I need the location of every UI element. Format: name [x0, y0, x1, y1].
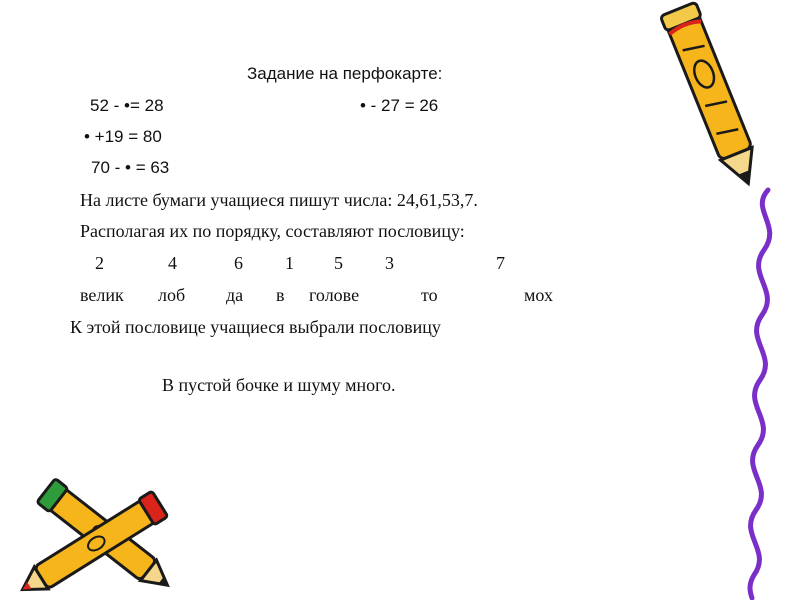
number-cell: 3	[385, 253, 394, 273]
proverb-text: В пустой бочке и шуму много.	[162, 375, 396, 395]
equation-1: 52 - •= 28	[90, 96, 164, 115]
purple-squiggle-line	[720, 180, 800, 600]
instruction-numbers: На листе бумаги учащиеся пишут числа: 24,61,53,7.	[80, 190, 478, 210]
number-cell: 7	[496, 253, 505, 273]
conclusion-text: К этой пословице учащиеся выбрали пословицу	[70, 317, 441, 337]
number-cell: 6	[234, 253, 243, 273]
word-cell: мох	[524, 285, 553, 305]
word-cell: лоб	[158, 285, 186, 305]
crayon-pencil-icon	[640, 0, 800, 200]
word-cell: голове	[309, 285, 360, 305]
equation-3: • +19 = 80	[84, 127, 162, 146]
number-cell: 2	[95, 253, 104, 273]
crayon-pencils-icon	[0, 470, 200, 600]
word-cell: велик	[80, 285, 124, 305]
number-cell: 1	[285, 253, 294, 273]
equation-2: • - 27 = 26	[360, 96, 439, 115]
number-cell: 4	[168, 253, 177, 273]
instruction-order: Располагая их по порядку, составляют пословицу:	[80, 221, 465, 241]
word-cell: да	[226, 285, 244, 305]
task-title: Задание на перфокарте:	[247, 64, 443, 83]
number-cell: 5	[334, 253, 343, 273]
equation-4: 70 - • = 63	[91, 158, 170, 177]
word-cell: то	[421, 285, 438, 305]
word-cell: в	[276, 285, 285, 305]
